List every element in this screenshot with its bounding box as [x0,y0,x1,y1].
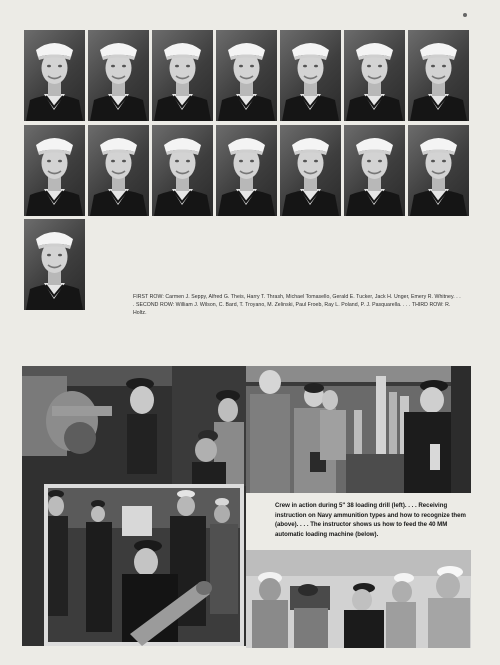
portrait-first-row-2 [88,30,149,121]
sailor-figure [408,30,469,121]
sailor-figure [152,30,213,121]
sailor-figure [216,125,277,216]
sailor-figure [152,125,213,216]
portrait-first-row-7 [408,30,469,121]
sailor-figure [24,219,85,310]
photo-ammunition-instruction-art [246,366,471,493]
sailor-figure [344,125,405,216]
sailor-figure [216,30,277,121]
portrait-first-row-4 [216,30,277,121]
sailor-figure [344,30,405,121]
sailor-figure [408,125,469,216]
sailor-figure [24,30,85,121]
photo-loading-machine-art [246,550,471,648]
sailor-figure [280,125,341,216]
photo-loading-machine [246,550,471,648]
photo-loading-drill [22,366,246,646]
portrait-second-row-7 [408,125,469,216]
portrait-second-row-1 [24,125,85,216]
portrait-second-row-4 [216,125,277,216]
sailor-figure [280,30,341,121]
portrait-second-row-3 [152,125,213,216]
portrait-first-row-5 [280,30,341,121]
portrait-first-row-1 [24,30,85,121]
portrait-first-row-3 [152,30,213,121]
sailor-figure [24,125,85,216]
portrait-second-row-5 [280,125,341,216]
portrait-first-row-6 [344,30,405,121]
sailor-figure [88,30,149,121]
portrait-second-row-6 [344,125,405,216]
portrait-grid [0,0,500,320]
photo-loading-drill-art [22,366,246,646]
portrait-caption: FIRST ROW: Carmen J. Seppy, Alfred G. Theis, Harry T. Thrash, Michael Tomasello, Gerald E. Tucker, Jack H. Unger, Emery R. Whitney. . . . SECOND ROW: William J. Wilson, C. Bard, T. Troyano, M. Zelinski, Paul Froeb, Ray L. Poland, P. J. Pasquarella. . . . THIRD ROW: R. Holtz. [133,294,461,317]
photo-ammunition-instruction [246,366,471,493]
portrait-second-row-2 [88,125,149,216]
portrait-third-row-1 [24,219,85,310]
photo-caption: Crew in action during 5" 38 loading drill (left). . . . Receiving instruction on Navy ammunition types and how to recognize them (above). . . . The instructor shows us how to feed the 40 MM automatic loading machine (below). [275,502,466,538]
sailor-figure [88,125,149,216]
